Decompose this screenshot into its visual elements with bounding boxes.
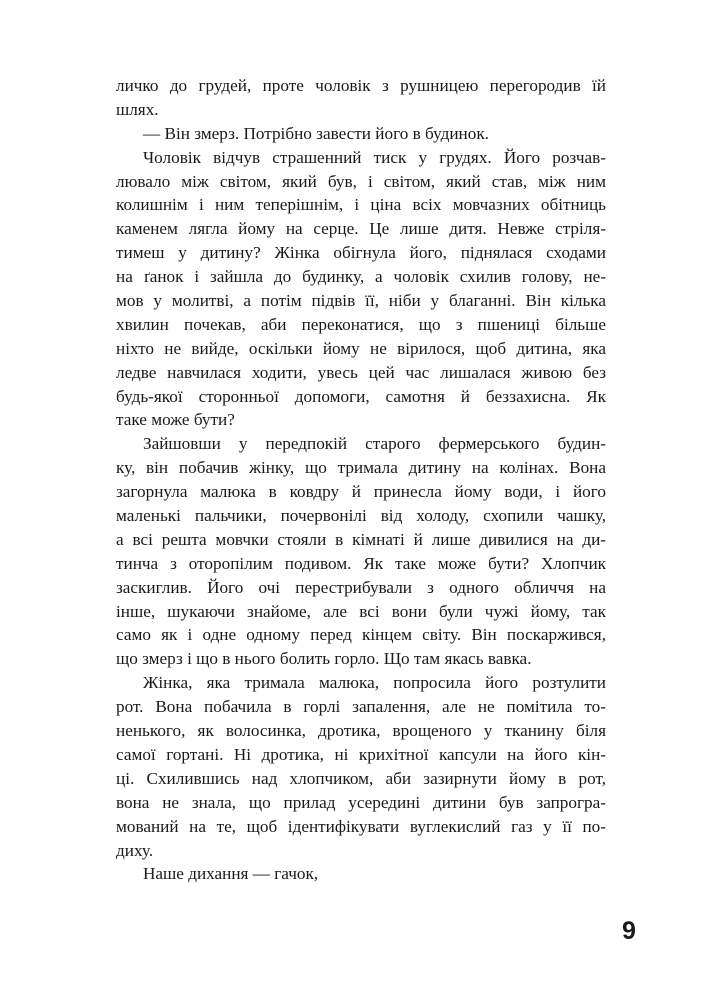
text-line: вона не знала, що прилад усередині дитини був запрогра- [116, 792, 606, 812]
text-line: шлях. [116, 99, 159, 119]
text-line: диху. [116, 840, 154, 860]
text-line: ку, він побачив жінку, що тримала дитину на колінах. Вона [116, 458, 606, 478]
text-line: інше, шукаючи знайоме, але всі вони були чужі йому, так [116, 601, 606, 621]
text-line: мов у молитві, а потім підвів її, ніби у благанні. Він кілька [116, 291, 606, 311]
text-line: таке може бути? [116, 410, 235, 430]
text-line: ці. Схилившись над хлопчиком, аби зазирнути йому в рот, [116, 768, 606, 788]
text-line: самої гортані. Ні дротика, ні крихітної капсули на його кін- [116, 744, 606, 764]
text-line: личко до грудей, проте чоловік з рушницею перегородив їй [116, 76, 606, 95]
book-page-text [116, 74, 606, 886]
text-line: лювало між світом, який був, і світом, який став, між ним [116, 171, 606, 191]
text-line: тинча з оторопілим подивом. Як таке може бути? Хлопчик [116, 553, 606, 573]
text-line: на ґанок і зайшла до будинку, а чоловік схилив голову, не- [116, 267, 606, 287]
text-line: а всі решта мовчки стояли в кімнаті й лише дивилися на ди- [116, 529, 606, 549]
text-line: маленькі пальчики, почервонілі від холоду, схопили чашку, [116, 506, 606, 526]
text-line: колишнім і ним теперішнім, і ціна всіх мовчазних обітниць [116, 195, 606, 215]
text-line: що змерз і що в нього болить горло. Що там якась вавка. [116, 649, 532, 669]
page-number: 9 [622, 917, 636, 945]
text-line: тимеш у дитину? Жінка обігнула його, піднялася сходами [116, 243, 606, 263]
text-line: каменем лягла йому на серце. Це лише дитя. Невже стріля- [116, 219, 606, 239]
text-line: Наше дихання — гачок, [143, 864, 319, 884]
text-line: само як і одне одному перед кінцем світу. Він поскаржився, [116, 625, 606, 645]
text-line: — Він змерз. Потрібно завести його в будинок. [143, 123, 489, 143]
text-line: Зайшовши у передпокій старого фермерського будин- [143, 434, 606, 454]
text-line: Чоловік відчув страшенний тиск у грудях. Його розчав- [143, 147, 606, 167]
text-line: хвилин почекав, аби переконатися, що з пшениці більше [116, 314, 606, 334]
text-line: мований на те, щоб ідентифікувати вуглекислий газ у її по- [116, 816, 606, 836]
text-line: загорнула малюка в ковдру й принесла йому води, і його [116, 482, 606, 502]
text-line: ледве навчилася ходити, увесь цей час лишалася живою без [116, 362, 606, 382]
text-line: заскиглив. Його очі перестрибували з одного обличчя на [116, 577, 606, 597]
text-line: рот. Вона побачила в горлі запалення, але не помітила то- [116, 697, 606, 717]
text-line: Жінка, яка тримала малюка, попросила його розтулити [143, 673, 606, 693]
text-line: будь-якої сторонньої допомоги, самотня й беззахисна. Як [116, 386, 606, 406]
text-line: ніхто не вийде, оскільки йому не вірилося, щоб дитина, яка [116, 338, 606, 358]
text-line: ненького, як волосинка, дротика, врощеного у тканину біля [116, 721, 606, 741]
